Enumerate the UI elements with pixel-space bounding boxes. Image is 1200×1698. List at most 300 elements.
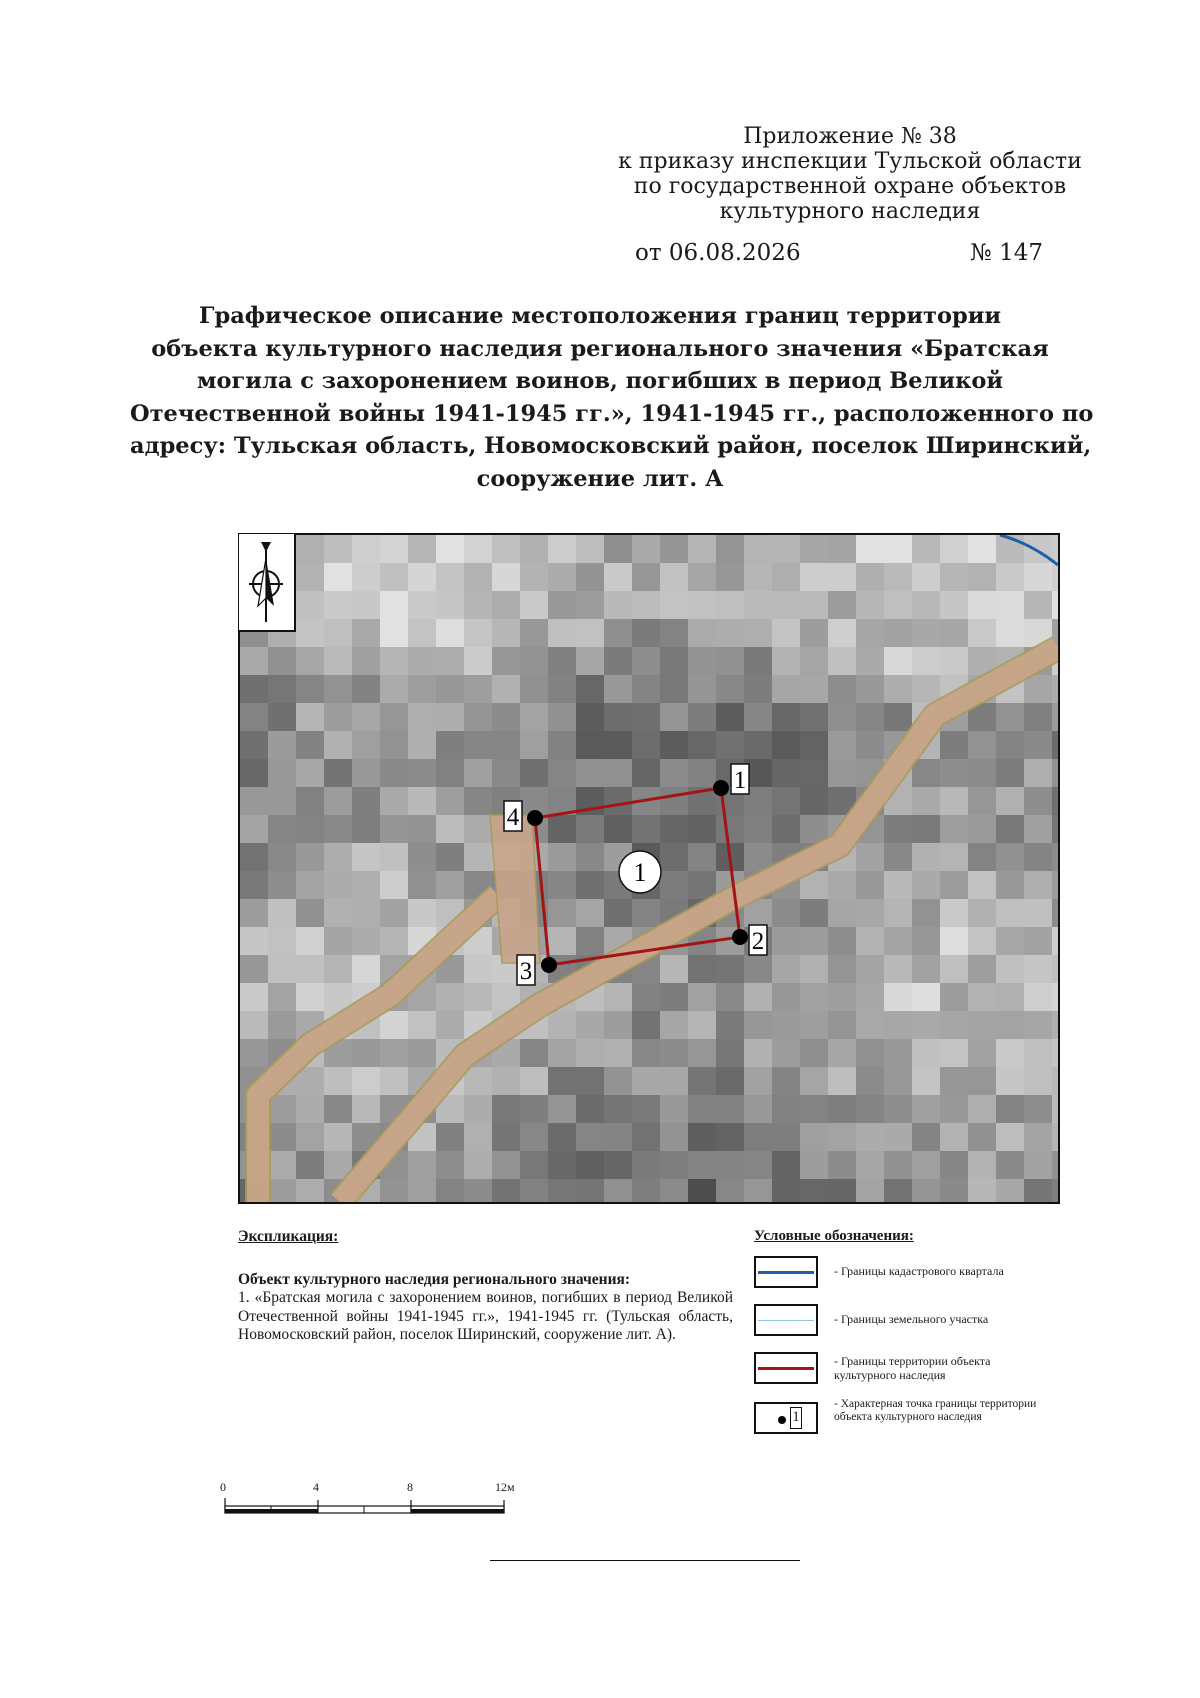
terrain-tile [996,619,1024,647]
terrain-tile [604,731,632,759]
terrain-tile [744,1039,772,1067]
terrain-tile [604,983,632,1011]
terrain-tile [716,1123,744,1151]
terrain-tile [380,675,408,703]
terrain-tile [884,1123,912,1151]
title-line: адресу: Тульская область, Новомосковский район, поселок Ширинский, [130,433,1092,459]
terrain-tile [940,1095,968,1123]
terrain-tile [520,1039,548,1067]
terrain-tile [912,955,940,983]
terrain-tile [660,815,688,843]
terrain-tile [660,787,688,815]
terrain-tile [996,927,1024,955]
terrain-tile [856,591,884,619]
terrain-tile [548,647,576,675]
terrain-tile [800,927,828,955]
terrain-tile [688,1179,716,1202]
terrain-tile [996,871,1024,899]
terrain-tile [604,535,632,563]
terrain-tile [660,1011,688,1039]
terrain-tile [436,563,464,591]
terrain-tile [688,1095,716,1123]
terrain-tile [1024,591,1052,619]
terrain-tile [240,675,268,703]
terrain-tile [548,563,576,591]
terrain-tile [856,675,884,703]
terrain-tile [744,591,772,619]
terrain-tile [604,759,632,787]
title-line: сооружение лит. А [476,465,724,492]
terrain-tile [800,675,828,703]
terrain-tile [324,899,352,927]
terrain-tile [996,731,1024,759]
terrain-tile [688,871,716,899]
terrain-tile [856,1151,884,1179]
terrain-tile [940,1039,968,1067]
terrain-tile [1052,675,1058,703]
point-marker [527,810,543,826]
terrain-tile [352,899,380,927]
terrain-tile [800,1039,828,1067]
terrain-tile [380,703,408,731]
terrain-tile [772,619,800,647]
terrain-tile [408,703,436,731]
terrain-tile [660,591,688,619]
terrain-tile [884,927,912,955]
terrain-tile [940,1011,968,1039]
terrain-tile [520,675,548,703]
terrain-tile [296,647,324,675]
terrain-tile [436,759,464,787]
terrain-tile [968,815,996,843]
terrain-tile [660,1179,688,1202]
terrain-tile [912,619,940,647]
terrain-tile [352,871,380,899]
terrain-tile [940,1179,968,1202]
terrain-tile [520,1179,548,1202]
terrain-tile [240,731,268,759]
terrain-tile [324,759,352,787]
terrain-tile [912,535,940,563]
terrain-tile [324,675,352,703]
terrain-tile [492,1123,520,1151]
terrain-tile [940,563,968,591]
terrain-tile [324,815,352,843]
terrain-tile [268,787,296,815]
terrain-tile [800,1011,828,1039]
terrain-tile [688,843,716,871]
terrain-tile [296,927,324,955]
terrain-tile [1052,1039,1058,1067]
terrain-tile [380,1011,408,1039]
terrain-tile [1024,703,1052,731]
terrain-tile [1052,731,1058,759]
terrain-tile [996,955,1024,983]
north-arrow-icon [239,534,294,630]
terrain-tile [464,843,492,871]
terrain-tile [884,815,912,843]
terrain-tile [296,563,324,591]
terrain-tile [1052,703,1058,731]
terrain-tile [240,871,268,899]
terrain-tile [324,843,352,871]
terrain-tile [604,815,632,843]
legend-label: - Границы территории объекта культурного наследия [834,1354,991,1382]
terrain-tile [856,1179,884,1202]
terrain-tile [436,843,464,871]
terrain-tile [996,983,1024,1011]
terrain-tile [744,983,772,1011]
terrain-tile [716,591,744,619]
terrain-tile [380,591,408,619]
terrain-tile [1052,1067,1058,1095]
terrain-tile [492,731,520,759]
explication-body: 1. «Братская могила с захоронением воинов, погибших в период Великой Отечественной войны 1941-1945 гг.», 1941-1945 гг. (Тульская область, Новомосковский район, поселок Ширинский, сооружение лит. А). [238,1289,733,1343]
legend-item-cadastral [754,1256,1054,1296]
terrain-tile [660,731,688,759]
terrain-tile [744,1123,772,1151]
terrain-tile [268,703,296,731]
terrain-tile [380,787,408,815]
terrain-tile [324,731,352,759]
terrain-tile [828,899,856,927]
terrain-tile [716,563,744,591]
terrain-tile [660,563,688,591]
terrain-tile [380,815,408,843]
terrain-tile [296,815,324,843]
terrain-tile [296,591,324,619]
terrain-tile [688,983,716,1011]
terrain-tile [716,1095,744,1123]
terrain-tile [436,619,464,647]
terrain-tile [604,787,632,815]
terrain-tile [828,703,856,731]
terrain-tile [716,703,744,731]
scale-label: 12м [495,1480,515,1494]
terrain-tile [744,647,772,675]
terrain-tile [800,535,828,563]
terrain-tile [1024,1095,1052,1123]
terrain-tile [968,1067,996,1095]
terrain-tile [688,731,716,759]
terrain-tile [716,619,744,647]
terrain-tile [856,1123,884,1151]
terrain-tile [744,563,772,591]
terrain-tile [436,647,464,675]
terrain-tile [464,787,492,815]
terrain-tile [716,815,744,843]
terrain-tile [268,955,296,983]
terrain-tile [828,955,856,983]
terrain-tile [296,871,324,899]
terrain-tile [324,1095,352,1123]
point-label: 2 [751,928,765,955]
terrain-tile [716,983,744,1011]
terrain-tile [772,899,800,927]
terrain-tile [772,647,800,675]
terrain-tile [940,787,968,815]
terrain-tile [856,899,884,927]
terrain-tile [380,843,408,871]
terrain-tile [940,535,968,563]
terrain-tile [856,1011,884,1039]
terrain-tile [1024,759,1052,787]
terrain-tile [1024,1067,1052,1095]
terrain-tile [688,1067,716,1095]
terrain-tile [968,1039,996,1067]
terrain-tile [380,871,408,899]
terrain-tile [716,1011,744,1039]
terrain-tile [1024,927,1052,955]
terrain-tile [1052,759,1058,787]
terrain-tile [912,899,940,927]
terrain-tile [352,703,380,731]
terrain-tile [968,535,996,563]
legend-item-boundary-point [754,1398,1054,1442]
scale-label: 0 [220,1480,226,1494]
legend-label: - Характерная точка границы территории объекта культурного наследия [834,1398,1037,1423]
terrain-tile [688,955,716,983]
terrain-tile [548,871,576,899]
terrain-tile [772,955,800,983]
terrain-tile [632,815,660,843]
terrain-tile [828,675,856,703]
terrain-tile [688,591,716,619]
terrain-tile [380,927,408,955]
terrain-tile [436,1151,464,1179]
terrain-tile [688,675,716,703]
terrain-tile [464,983,492,1011]
terrain-tile [996,759,1024,787]
terrain-tile [548,591,576,619]
terrain-tile [492,703,520,731]
terrain-tile [716,1179,744,1202]
terrain-tile [800,1123,828,1151]
title-line: Графическое описание местоположения границ территории [198,303,1002,329]
terrain-tile [716,535,744,563]
terrain-tile [324,927,352,955]
terrain-tile [352,955,380,983]
terrain-tile [296,703,324,731]
explication-subtitle: Объект культурного наследия регионального значения: [238,1270,631,1288]
terrain-tile [660,1151,688,1179]
terrain-tile [856,619,884,647]
terrain-tile [548,1151,576,1179]
terrain-tile [1024,1039,1052,1067]
terrain-tile [856,927,884,955]
terrain-tile [772,591,800,619]
legend-swatch [754,1352,818,1384]
terrain-tile [380,899,408,927]
terrain-tile [884,899,912,927]
terrain-tile [800,619,828,647]
terrain-tile [688,535,716,563]
terrain-tile [548,535,576,563]
terrain-tile [604,899,632,927]
terrain-tile [576,759,604,787]
terrain-tile [912,759,940,787]
terrain-tile [912,591,940,619]
legend-label: - Границы кадастрового квартала [834,1264,1004,1278]
terrain-tile [632,1179,660,1202]
terrain-tile [324,955,352,983]
terrain-tile [240,983,268,1011]
terrain-tile [996,1151,1024,1179]
terrain-tile [632,759,660,787]
terrain-tile [268,927,296,955]
terrain-tile [968,731,996,759]
terrain-tile [268,815,296,843]
header-line: культурного наследия [719,199,981,224]
terrain-tile [632,703,660,731]
terrain-tile [884,1095,912,1123]
terrain-tile [1024,899,1052,927]
legend-item-object-boundary [754,1352,1054,1392]
point-label: 4 [506,804,520,831]
terrain-tile [996,1067,1024,1095]
terrain-tile [632,1123,660,1151]
terrain-tile [268,1151,296,1179]
terrain-tile [884,871,912,899]
terrain-tile [968,927,996,955]
terrain-tile [492,535,520,563]
legend-swatch [754,1402,818,1434]
terrain-tile [800,703,828,731]
terrain-tile [800,731,828,759]
terrain-tile [772,1011,800,1039]
terrain-tile [520,1151,548,1179]
terrain-tile [296,787,324,815]
terrain-tile [632,1067,660,1095]
terrain-tile [660,983,688,1011]
terrain-tile [520,703,548,731]
boundary-map[interactable] [238,533,1060,1204]
terrain-tile [296,759,324,787]
terrain-tile [660,619,688,647]
terrain-tile [520,731,548,759]
terrain-tile [996,1011,1024,1039]
terrain-tile [352,787,380,815]
terrain-tile [1052,815,1058,843]
header-line: к приказу инспекции Тульской области [618,149,1082,174]
terrain-tile [800,955,828,983]
terrain-tile [968,1151,996,1179]
terrain-tile [408,899,436,927]
terrain-tile [492,1179,520,1202]
terrain-tile [520,1095,548,1123]
terrain-tile [772,535,800,563]
terrain-tile [884,563,912,591]
terrain-tile [576,815,604,843]
terrain-tile [632,647,660,675]
terrain-tile [800,1095,828,1123]
terrain-tile [1024,955,1052,983]
terrain-tile [576,871,604,899]
terrain-tile [1024,815,1052,843]
terrain-tile [968,619,996,647]
terrain-tile [744,815,772,843]
terrain-tile [912,815,940,843]
terrain-tile [800,563,828,591]
terrain-tile [604,1179,632,1202]
terrain-tile [464,619,492,647]
terrain-tile [408,1011,436,1039]
terrain-tile [828,535,856,563]
terrain-tile [352,647,380,675]
terrain-tile [912,927,940,955]
terrain-tile [268,1123,296,1151]
terrain-tile [492,591,520,619]
terrain-tile [996,1095,1024,1123]
terrain-tile [912,1011,940,1039]
terrain-tile [604,1011,632,1039]
terrain-tile [324,787,352,815]
terrain-tile [1052,955,1058,983]
terrain-tile [268,675,296,703]
terrain-tile [296,1123,324,1151]
terrain-tile [660,703,688,731]
terrain-tile [408,563,436,591]
terrain-tile [856,647,884,675]
terrain-tile [324,1123,352,1151]
terrain-tile [240,703,268,731]
terrain-tile [968,591,996,619]
terrain-tile [772,1179,800,1202]
terrain-tile [436,1179,464,1202]
order-date: от 06.08.2026 [635,240,801,266]
terrain-tile [296,619,324,647]
terrain-tile [968,843,996,871]
terrain-tile [856,535,884,563]
terrain-tile [548,1123,576,1151]
terrain-tile [716,675,744,703]
terrain-tile [744,955,772,983]
terrain-tile [576,1151,604,1179]
terrain-tile [240,647,268,675]
terrain-tile [800,787,828,815]
terrain-tile [940,843,968,871]
terrain-tile [268,899,296,927]
terrain-tile [1024,675,1052,703]
terrain-tile [324,535,352,563]
terrain-tile [716,647,744,675]
point-label: 3 [519,958,533,985]
terrain-tile [688,759,716,787]
terrain-tile [828,1123,856,1151]
terrain-tile [380,1039,408,1067]
header-line: Приложение № 38 [743,124,957,149]
terrain-tile [436,787,464,815]
terrain-tile [800,759,828,787]
terrain-tile [408,675,436,703]
terrain-tile [744,1095,772,1123]
terrain-tile [856,955,884,983]
terrain-tile [436,1123,464,1151]
terrain-tile [576,1095,604,1123]
terrain-tile [828,731,856,759]
terrain-tile [744,1011,772,1039]
terrain-tile [996,563,1024,591]
terrain-tile [968,759,996,787]
terrain-tile [492,759,520,787]
terrain-tile [688,563,716,591]
terrain-tile [296,731,324,759]
terrain-tile [1052,1151,1058,1179]
terrain-tile [240,1039,268,1067]
terrain-tile [940,619,968,647]
title-line: объекта культурного наследия регионального значения «Братская [151,335,1049,362]
terrain-tile [548,1067,576,1095]
